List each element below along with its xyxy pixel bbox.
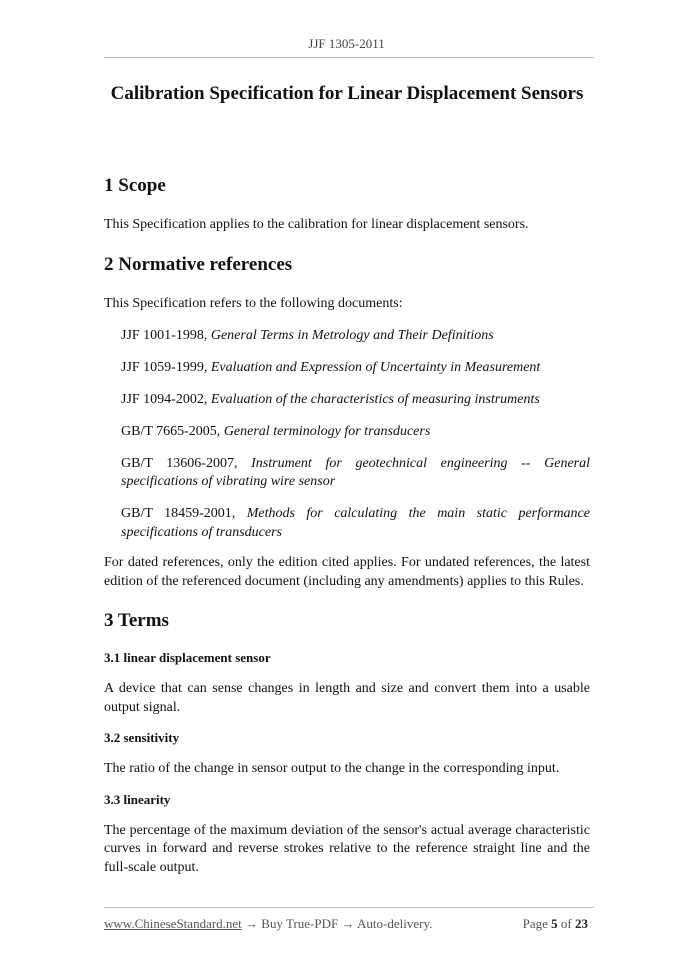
reference-code: GB/T 18459-2001, bbox=[121, 506, 247, 521]
page-content bbox=[104, 80, 590, 877]
reference-title: General Terms in Metrology and Their Definitions bbox=[210, 327, 494, 343]
reference-item bbox=[104, 505, 590, 542]
reference-item bbox=[104, 359, 590, 378]
normative-intro: This Specification refers to the following documents: bbox=[104, 295, 403, 311]
arrow-right-icon: → bbox=[341, 916, 355, 931]
reference-code: JJF 1001-1998, bbox=[121, 327, 211, 343]
reference-title: Methods for calculating the main static performance specifications of transducers bbox=[121, 506, 590, 540]
reference-code: JJF 1059-1999, bbox=[121, 359, 211, 375]
reference-item bbox=[104, 423, 590, 442]
reference-item bbox=[104, 391, 590, 410]
section-heading-normative-references: 2 Normative references bbox=[104, 253, 293, 275]
section-heading-terms: 3 Terms bbox=[104, 610, 169, 631]
page-word: Page bbox=[522, 916, 548, 931]
current-page: 5 bbox=[551, 916, 558, 931]
document-title: Calibration Specification for Linear Displacement Sensors bbox=[110, 83, 584, 104]
of-word: of bbox=[560, 916, 572, 931]
running-header: JJF 1305-2011 bbox=[308, 36, 385, 51]
reference-title: Evaluation of the characteristics of measuring instruments bbox=[210, 391, 540, 407]
reference-title: General terminology for transducers bbox=[223, 423, 431, 439]
reference-code: JJF 1094-2002, bbox=[121, 391, 211, 407]
term-heading: 3.1 linear displacement sensor bbox=[104, 650, 271, 665]
arrow-right-icon: → bbox=[245, 916, 259, 931]
term-definition: The percentage of the maximum deviation of the sensor's actual average characteristic curves in forward and reverse strokes relative to the reference straight line and the full-scale output. bbox=[104, 822, 590, 875]
site-link[interactable]: www.ChineseStandard.net bbox=[104, 916, 242, 931]
reference-item bbox=[104, 455, 590, 492]
section-heading-scope: 1 Scope bbox=[104, 175, 166, 196]
term-definition: The ratio of the change in sensor output to the change in the corresponding input. bbox=[104, 761, 560, 776]
page-footer bbox=[104, 907, 594, 931]
total-pages: 23 bbox=[575, 916, 588, 931]
reference-item bbox=[104, 327, 590, 346]
reference-code: GB/T 13606-2007, bbox=[121, 455, 252, 471]
footer-delivery-text: Auto-delivery. bbox=[354, 916, 433, 931]
reference-title: Evaluation and Expression of Uncertainty in Measurement bbox=[210, 359, 541, 375]
footer-promo bbox=[104, 916, 432, 932]
page-number bbox=[523, 916, 588, 932]
normative-note: For dated references, only the edition cited applies. For undated references, the latest edition of the referenced document (including any amendments) applies to this Rules. bbox=[104, 555, 590, 589]
footer-buy-text: Buy True-PDF bbox=[258, 916, 342, 931]
term-heading: 3.3 linearity bbox=[104, 791, 171, 807]
header-rule bbox=[104, 57, 594, 58]
term-heading: 3.2 sensitivity bbox=[104, 730, 180, 745]
reference-code: GB/T 7665-2005, bbox=[121, 423, 224, 439]
scope-text: This Specification applies to the calibration for linear displacement sensors. bbox=[104, 217, 529, 232]
reference-title: Instrument for geotechnical engineering -- General specifications of vibrating wire sensor bbox=[121, 455, 590, 489]
term-definition: A device that can sense changes in length and size and convert them into a usable output signal. bbox=[104, 681, 590, 715]
